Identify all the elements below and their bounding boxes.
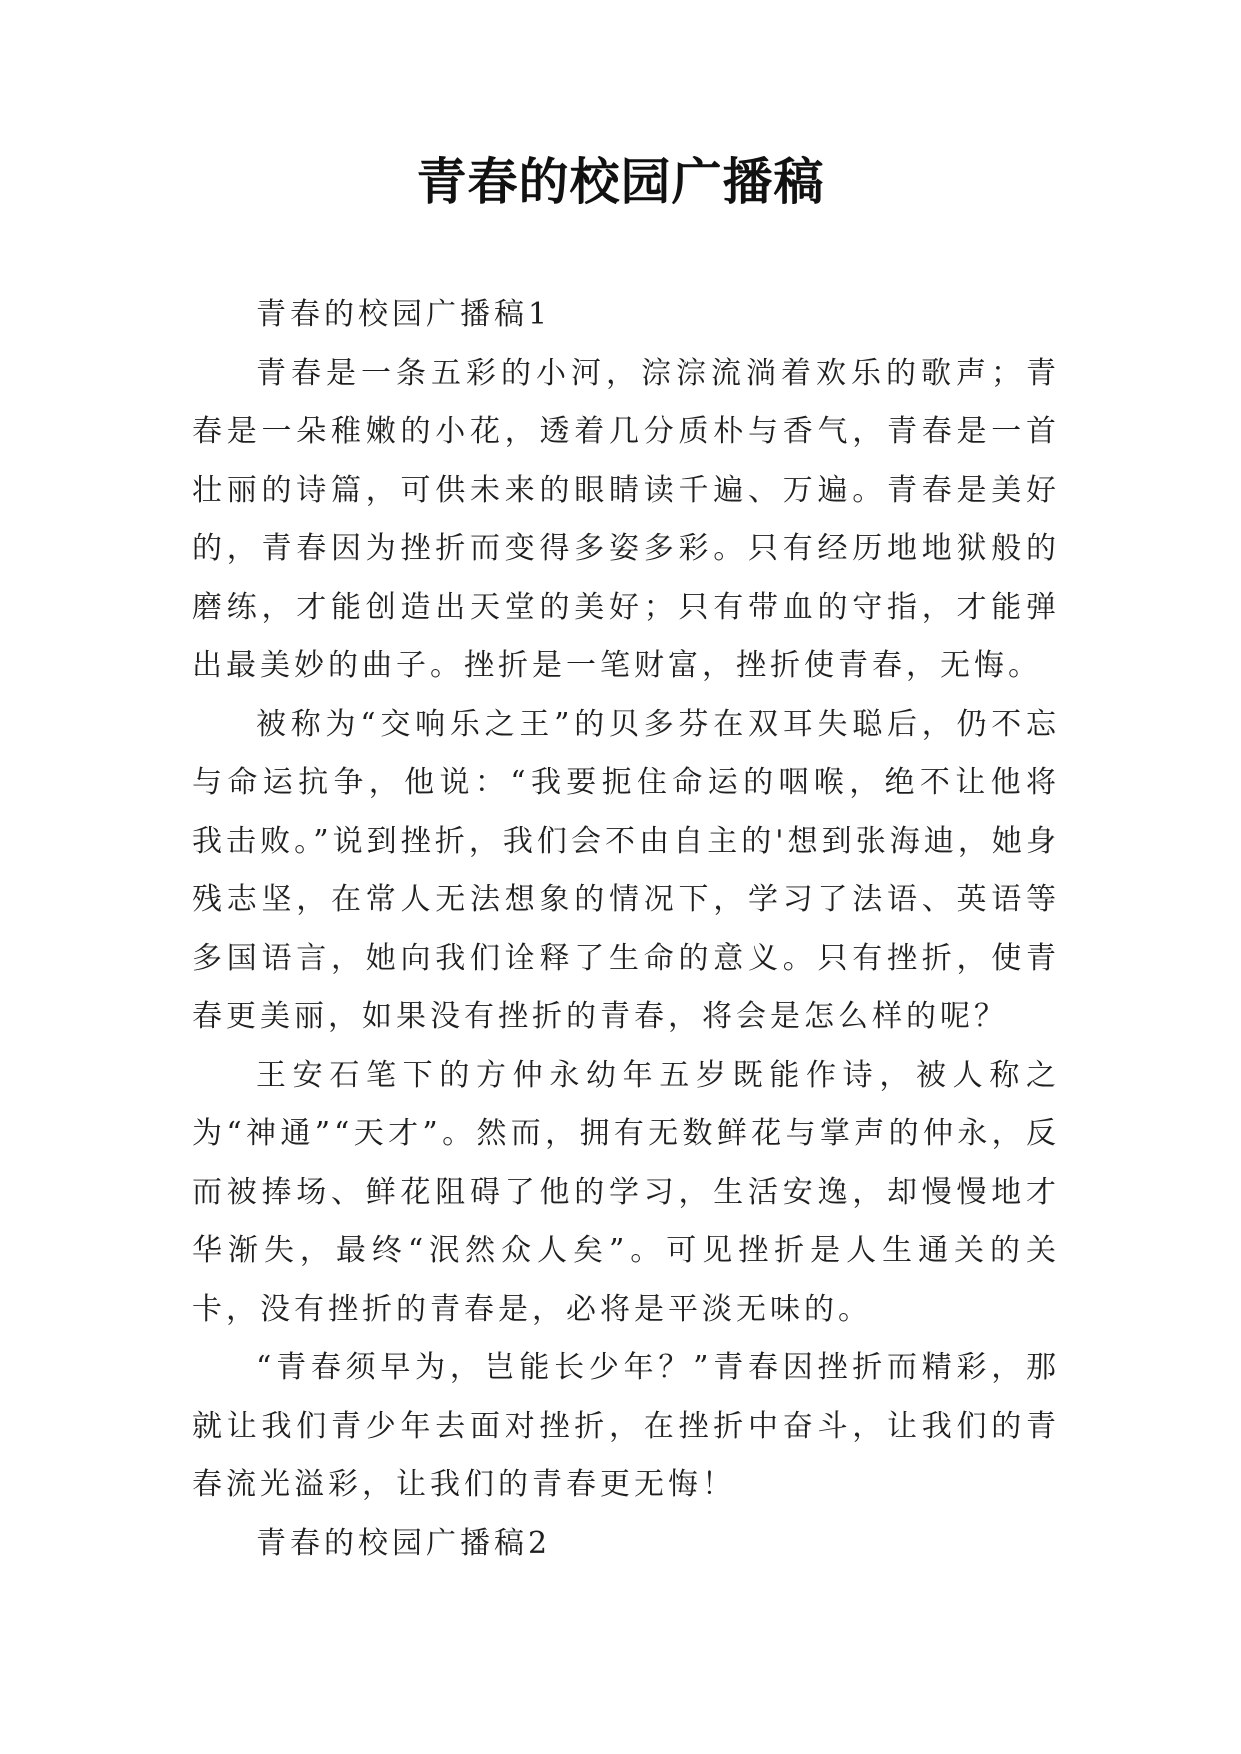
paragraph-beethoven: 被称为“交响乐之王”的贝多芬在双耳失聪后，仍不忘与命运抗争，他说：“我要扼住命运的咽喉，绝不让他将我击败。”说到挫折，我们会不由自主的'想到张海迪，她身残志坚，在常人无法想象的情况下，学习了法语、英语等多国语言，她向我们诠释了生命的意义。只有挫折，使青春更美丽，如果没有挫折的青春，将会是怎么样的呢？ (192, 706, 1060, 1034)
paragraph-youth-river: 青春是一条五彩的小河，淙淙流淌着欢乐的歌声；青春是一朵稚嫩的小花，透着几分质朴与香气，青春是一首壮丽的诗篇，可供未来的眼睛读千遍、万遍。青春是美好的，青春因为挫折而变得多姿多彩。只有经历地地狱般的磨练，才能创造出天堂的美好；只有带血的守指，才能弹出最美妙的曲子。挫折是一笔财富，挫折使青春，无悔。 (192, 355, 1060, 683)
paragraph-conclusion: “青春须早为，岂能长少年？”青春因挫折而精彩，那就让我们青少年去面对挫折，在挫折中奋斗，让我们的青春流光溢彩，让我们的青春更无悔！ (192, 1350, 1060, 1502)
document-title: 青春的校园广播稿 (416, 152, 825, 211)
section-heading-2: 青春的校园广播稿2 (256, 1525, 552, 1561)
section-heading-1: 青春的校园广播稿1 (256, 297, 552, 332)
paragraph-fang-zhongyong: 王安石笔下的方仲永幼年五岁既能作诗，被人称之为“神通”“天才”。然而，拥有无数鲜花与掌声的仲永，反而被捧场、鲜花阻碍了他的学习，生活安逸，却慢慢地才华渐失，最终“泯然众人矣”。可见挫折是人生通关的关卡，没有挫折的青春是，必将是平淡无味的。 (192, 1057, 1060, 1327)
document-body (192, 286, 1060, 1573)
